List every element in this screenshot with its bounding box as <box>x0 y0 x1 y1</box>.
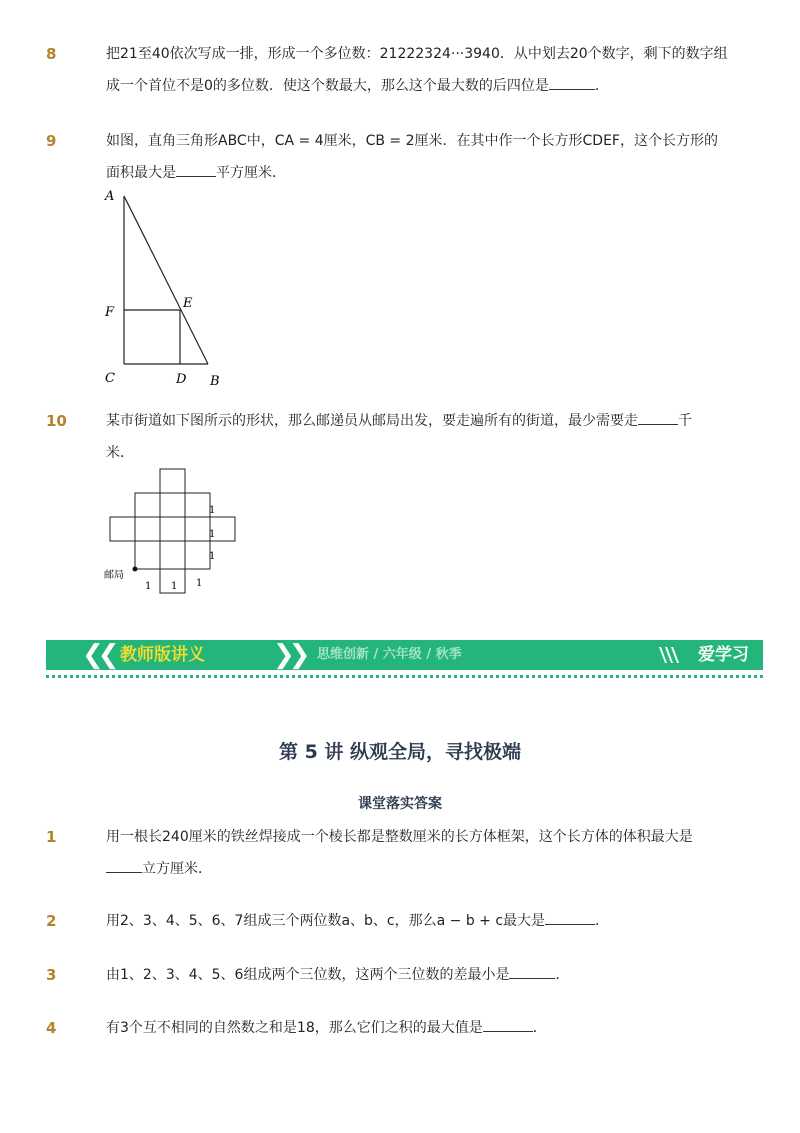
street-block <box>110 517 135 541</box>
brand-logo-icon <box>657 645 683 665</box>
label-b: B <box>210 374 220 389</box>
street-block <box>160 493 185 517</box>
answer-question-2-text <box>106 905 736 937</box>
street-grid-figure <box>100 462 250 602</box>
street-block <box>160 541 185 569</box>
label-a: A <box>105 189 115 204</box>
answer-question-4-line1-end: ． <box>532 1020 547 1036</box>
answer-question-1-text <box>106 821 736 885</box>
answer-question-number-2: 2 <box>46 912 57 930</box>
answer-question-2-line1-end: ． <box>595 913 610 929</box>
answer-question-4-line1: 有3个互不相同的自然数之和是18，那么它们之积的最大值是 <box>106 1020 483 1036</box>
edge-label: 1 <box>209 529 216 540</box>
question-9-text <box>106 125 736 189</box>
question-9-line2-wrap <box>106 157 736 189</box>
answer-blank[interactable] <box>106 858 142 873</box>
chevron-right-icon: ❯❯ <box>273 640 305 670</box>
lecture-title: 第 5 讲 纵观全局，寻找极端 <box>278 741 522 763</box>
question-9-line2: 面积最大是 <box>106 165 176 181</box>
question-10-line1: 某市街道如下图所示的形状，那么邮递员从邮局出发，要走遍所有的街道，最少需要走 <box>106 413 638 429</box>
street-block <box>135 493 160 517</box>
question-10-line1-end: 千 <box>678 413 692 429</box>
edge-label: 1 <box>196 578 203 589</box>
question-8-text <box>106 38 736 102</box>
question-9-line1: 如图，直角三角形ABC中，CA = 4厘米，CB = 2厘米．在其中作一个长方形CDEF，这个长方形的 <box>106 133 718 149</box>
street-block <box>160 469 185 493</box>
answer-question-number-4: 4 <box>46 1019 57 1037</box>
question-8-line2-end: ． <box>594 78 609 94</box>
answer-blank[interactable] <box>545 910 595 925</box>
label-f: F <box>105 305 115 320</box>
question-number-9: 9 <box>46 132 57 150</box>
side-ab <box>124 196 208 364</box>
banner-sub-label: 思维创新 / 六年级 / 秋季 <box>317 647 462 662</box>
question-8-line2: 成一个首位不是0的多位数．使这个数最大，那么这个最大数的后四位是 <box>106 78 549 94</box>
street-block <box>135 517 160 541</box>
answer-question-2-line1: 用2、3、4、5、6、7组成三个两位数a、b、c，那么a − b + c最大是 <box>106 913 546 929</box>
triangle-figure <box>96 186 236 392</box>
answer-blank[interactable] <box>483 1017 533 1032</box>
answer-question-1-line1: 用一根长240厘米的铁丝焊接成一个棱长都是整数厘米的长方体框架，这个长方体的体积最大是 <box>106 829 693 845</box>
answer-question-1-line2-end: 立方厘米． <box>142 861 212 877</box>
brand-name: 爱学习 <box>698 645 749 665</box>
answer-question-3-text <box>106 959 736 991</box>
section-title: 课堂落实答案 <box>358 796 442 812</box>
answer-question-number-1: 1 <box>46 828 57 846</box>
question-number-8: 8 <box>46 45 57 63</box>
label-c: C <box>105 371 115 386</box>
answer-question-3-line1-end: ． <box>555 967 570 983</box>
question-9-line2-end: 平方厘米． <box>216 165 286 181</box>
edge-label: 1 <box>145 581 152 592</box>
post-office-label: 邮局 <box>104 570 124 581</box>
street-block <box>135 541 160 569</box>
header-banner <box>46 640 763 670</box>
edge-label: 1 <box>209 551 216 562</box>
question-10-line2: 米． <box>106 445 134 461</box>
answer-question-1-line2-wrap <box>106 853 736 885</box>
answer-question-4-text <box>106 1012 736 1044</box>
question-8-line2-wrap <box>106 70 736 102</box>
label-e: E <box>183 296 193 311</box>
answer-blank[interactable] <box>638 410 678 425</box>
answer-question-number-3: 3 <box>46 966 57 984</box>
question-10-line1-wrap <box>106 405 736 437</box>
label-d: D <box>176 372 187 387</box>
banner-main-label: 教师版讲义 <box>120 645 205 665</box>
street-block <box>185 517 210 541</box>
answer-blank[interactable] <box>549 75 595 90</box>
post-office-marker <box>133 567 138 572</box>
question-10-text <box>106 405 736 469</box>
chevron-left-icon: ❮❮ <box>82 640 114 670</box>
answer-blank[interactable] <box>509 964 555 979</box>
question-8-line1: 把21至40依次写成一排，形成一个多位数：21222324···3940．从中划去20个数字，剩下的数字组 <box>106 46 728 62</box>
question-number-10: 10 <box>46 412 67 430</box>
street-block <box>185 541 210 569</box>
answer-blank[interactable] <box>176 162 216 177</box>
street-block <box>160 517 185 541</box>
edge-label: 1 <box>171 581 178 592</box>
dotted-divider <box>46 675 763 678</box>
answer-question-3-line1: 由1、2、3、4、5、6组成两个三位数，这两个三位数的差最小是 <box>106 967 510 983</box>
street-block <box>185 493 210 517</box>
edge-label: 1 <box>209 505 216 516</box>
